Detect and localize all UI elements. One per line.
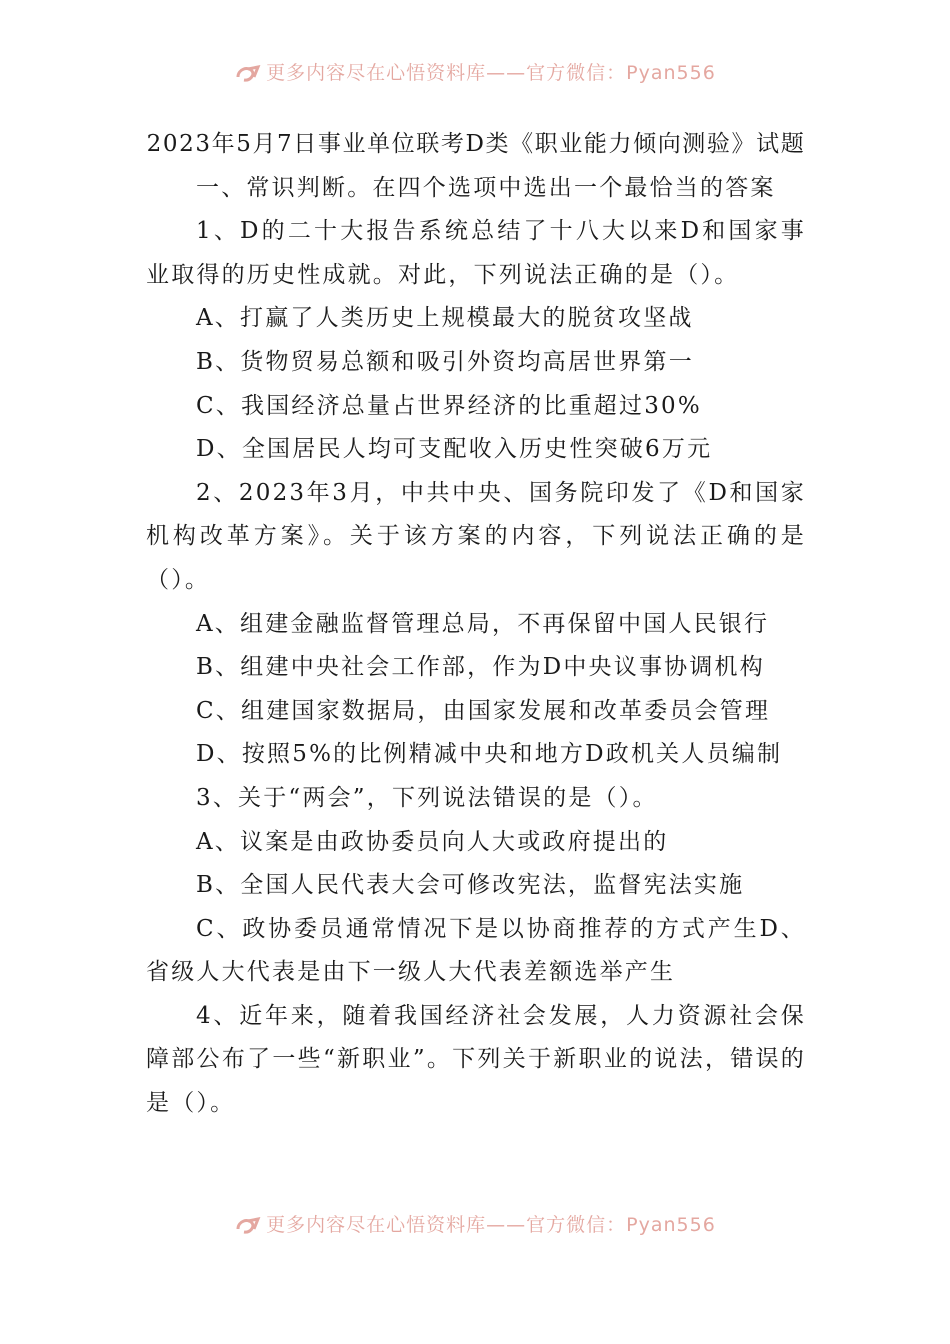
question-1-option-b: B、货物贸易总额和吸引外资均高居世界第一 [196, 348, 694, 375]
header-watermark [0, 58, 950, 85]
question-3-option-a: A、议案是由政协委员向人大或政府提出的 [196, 828, 669, 855]
question-1-option-c: C、我国经济总量占世界经济的比重超过30% [196, 392, 702, 419]
question-3-option-b: B、全国人民代表大会可修改宪法，监督宪法实施 [196, 872, 745, 899]
question-1-stem: 1、D的二十大报告系统总结了十八大以来D和国家事业取得的历史性成就。对此，下列说法正确的是（）。 [146, 218, 806, 288]
question-2-option-b: B、组建中央社会工作部，作为D中央议事协调机构 [196, 654, 765, 681]
section-heading: 一、常识判断。在四个选项中选出一个最恰当的答案 [196, 174, 776, 201]
document-title: 2023年5月7日事业单位联考D类《职业能力倾向测验》试题 [146, 131, 806, 157]
question-2-stem: 2、2023年3月，中共中央、国务院印发了《D和国家机构改革方案》。关于该方案的内容，下列说法正确的是（）。 [146, 479, 806, 593]
document-body [146, 123, 806, 1126]
watermark-text: 更多内容尽在心悟资料库——官方微信：Pyan556 [266, 62, 716, 84]
watermark-text: 更多内容尽在心悟资料库——官方微信：Pyan556 [266, 1214, 716, 1236]
watermark-logo-icon [234, 1215, 262, 1237]
question-3-stem: 3、关于“两会”，下列说法错误的是（）。 [196, 784, 658, 811]
watermark-logo-icon [234, 63, 262, 85]
question-1-option-a: A、打赢了人类历史上规模最大的脱贫攻坚战 [196, 305, 694, 332]
footer-watermark [0, 1210, 950, 1237]
question-3-option-c-d: C、政协委员通常情况下是以协商推荐的方式产生D、省级人大代表是由下一级人大代表差额选举产生 [146, 915, 806, 986]
question-2-option-c: C、组建国家数据局，由国家发展和改革委员会管理 [196, 697, 771, 724]
question-2-option-d: D、按照5%的比例精减中央和地方D政机关人员编制 [196, 741, 783, 768]
question-1-option-d: D、全国居民人均可支配收入历史性突破6万元 [196, 436, 713, 463]
question-2-option-a: A、组建金融监督管理总局，不再保留中国人民银行 [196, 610, 770, 637]
question-4-stem: 4、近年来，随着我国经济社会发展，人力资源社会保障部公布了一些“新职业”。下列关于新职业的说法，错误的是（）。 [146, 1002, 806, 1117]
